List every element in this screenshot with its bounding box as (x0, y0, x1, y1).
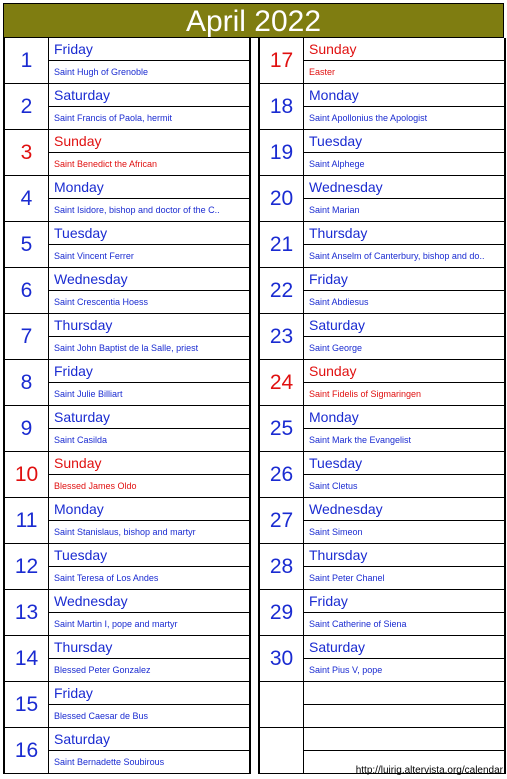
weekday-name (304, 728, 504, 751)
day-number: 27 (260, 498, 304, 543)
weekday-name: Monday (304, 84, 504, 107)
day-row (260, 222, 504, 268)
saint-of-day: Saint Isidore, bishop and doctor of the C.. (54, 205, 220, 215)
saint-of-day: Saint Francis of Paola, hermit (54, 113, 173, 123)
day-row (5, 406, 249, 452)
day-number: 11 (5, 498, 49, 543)
day-row (5, 38, 249, 84)
day-row (5, 636, 249, 682)
weekday-name: Tuesday (304, 452, 504, 475)
day-number: 23 (260, 314, 304, 359)
day-number: 12 (5, 544, 49, 589)
weekday-name: Saturday (304, 636, 504, 659)
source-url[interactable]: http://luirig.altervista.org/calendar (355, 765, 503, 776)
day-row (5, 360, 249, 406)
saint-of-day: Saint Benedict the African (54, 159, 158, 169)
weekday-name: Tuesday (49, 222, 249, 245)
calendar-column-left (3, 38, 251, 774)
saint-of-day: Saint Peter Chanel (309, 573, 385, 583)
saint-of-day: Blessed Peter Gonzalez (54, 665, 151, 675)
weekday-name: Thursday (49, 636, 249, 659)
day-number (260, 682, 304, 727)
day-row (5, 176, 249, 222)
weekday-name: Tuesday (49, 544, 249, 567)
saint-of-day: Saint Hugh of Grenoble (54, 67, 149, 77)
day-number: 7 (5, 314, 49, 359)
day-number: 20 (260, 176, 304, 221)
weekday-name: Wednesday (304, 176, 504, 199)
day-number: 30 (260, 636, 304, 681)
day-row (260, 636, 504, 682)
weekday-name: Sunday (304, 38, 504, 61)
saint-of-day: Saint Fidelis of Sigmaringen (309, 389, 422, 399)
weekday-name: Saturday (49, 406, 249, 429)
day-number: 3 (5, 130, 49, 175)
day-row (5, 268, 249, 314)
day-row (260, 360, 504, 406)
weekday-name: Sunday (49, 452, 249, 475)
saint-of-day: Saint Casilda (54, 435, 108, 445)
weekday-name: Saturday (49, 84, 249, 107)
saint-of-day: Saint George (309, 343, 363, 353)
weekday-name: Monday (304, 406, 504, 429)
weekday-name (304, 682, 504, 705)
day-number: 8 (5, 360, 49, 405)
day-row (260, 314, 504, 360)
saint-of-day: Saint Abdiesus (309, 297, 369, 307)
day-row (260, 498, 504, 544)
day-row (260, 84, 504, 130)
calendar-title: April 2022 (3, 3, 504, 38)
day-row (260, 452, 504, 498)
saint-of-day: Saint Pius V, pope (309, 665, 383, 675)
saint-of-day: Saint Bernadette Soubirous (54, 757, 165, 767)
day-number: 4 (5, 176, 49, 221)
day-row (5, 130, 249, 176)
saint-of-day (304, 705, 504, 727)
weekday-name: Tuesday (304, 130, 504, 153)
saint-of-day: Saint Teresa of Los Andes (54, 573, 159, 583)
saint-of-day: Saint Catherine of Siena (309, 619, 407, 629)
saint-of-day: Saint Julie Billiart (54, 389, 123, 399)
day-number: 15 (5, 682, 49, 727)
saint-of-day: Saint Stanislaus, bishop and martyr (54, 527, 196, 537)
weekday-name: Friday (49, 38, 249, 61)
saint-of-day: Blessed James Oldo (54, 481, 137, 491)
day-row (5, 682, 249, 728)
weekday-name: Sunday (304, 360, 504, 383)
weekday-name: Saturday (304, 314, 504, 337)
day-number: 1 (5, 38, 49, 83)
day-number: 16 (5, 728, 49, 773)
weekday-name: Saturday (49, 728, 249, 751)
day-row (260, 682, 504, 728)
weekday-name: Monday (49, 176, 249, 199)
day-row (5, 452, 249, 498)
saint-of-day: Easter (309, 67, 336, 77)
day-number (260, 728, 304, 773)
day-row (260, 130, 504, 176)
saint-of-day: Saint Marian (309, 205, 360, 215)
day-number: 22 (260, 268, 304, 313)
weekday-name: Thursday (304, 544, 504, 567)
day-row (260, 38, 504, 84)
saint-of-day: Saint Simeon (309, 527, 363, 537)
day-row (5, 728, 249, 774)
saint-of-day: Saint Mark the Evangelist (309, 435, 412, 445)
weekday-name: Wednesday (304, 498, 504, 521)
day-number: 17 (260, 38, 304, 83)
calendar-column-right (258, 38, 506, 774)
day-number: 21 (260, 222, 304, 267)
day-row (5, 590, 249, 636)
weekday-name: Sunday (49, 130, 249, 153)
saint-of-day: Saint John Baptist de la Salle, priest (54, 343, 199, 353)
saint-of-day: Blessed Caesar de Bus (54, 711, 149, 721)
day-number: 14 (5, 636, 49, 681)
day-row (5, 498, 249, 544)
day-row (260, 590, 504, 636)
saint-of-day: Saint Vincent Ferrer (54, 251, 134, 261)
day-row (260, 406, 504, 452)
weekday-name: Friday (49, 682, 249, 705)
weekday-name: Monday (49, 498, 249, 521)
weekday-name: Friday (304, 590, 504, 613)
day-number: 6 (5, 268, 49, 313)
weekday-name: Thursday (49, 314, 249, 337)
day-row (260, 176, 504, 222)
day-number: 29 (260, 590, 304, 635)
weekday-name: Friday (49, 360, 249, 383)
saint-of-day: Saint Alphege (309, 159, 365, 169)
day-number: 13 (5, 590, 49, 635)
saint-of-day: Saint Crescentia Hoess (54, 297, 149, 307)
weekday-name: Wednesday (49, 268, 249, 291)
weekday-name: Thursday (304, 222, 504, 245)
day-row (5, 222, 249, 268)
saint-of-day: Saint Anselm of Canterbury, bishop and do.. (309, 251, 485, 261)
day-number: 28 (260, 544, 304, 589)
saint-of-day: Saint Cletus (309, 481, 358, 491)
day-number: 25 (260, 406, 304, 451)
day-number: 2 (5, 84, 49, 129)
saint-of-day: Saint Apollonius the Apologist (309, 113, 428, 123)
weekday-name: Wednesday (49, 590, 249, 613)
day-number: 19 (260, 130, 304, 175)
day-row (5, 314, 249, 360)
day-row (5, 84, 249, 130)
day-number: 24 (260, 360, 304, 405)
saint-of-day: Saint Martin I, pope and martyr (54, 619, 178, 629)
day-row (260, 268, 504, 314)
day-number: 26 (260, 452, 304, 497)
day-number: 5 (5, 222, 49, 267)
day-number: 10 (5, 452, 49, 497)
day-row (5, 544, 249, 590)
day-number: 9 (5, 406, 49, 451)
day-row (260, 544, 504, 590)
weekday-name: Friday (304, 268, 504, 291)
day-number: 18 (260, 84, 304, 129)
